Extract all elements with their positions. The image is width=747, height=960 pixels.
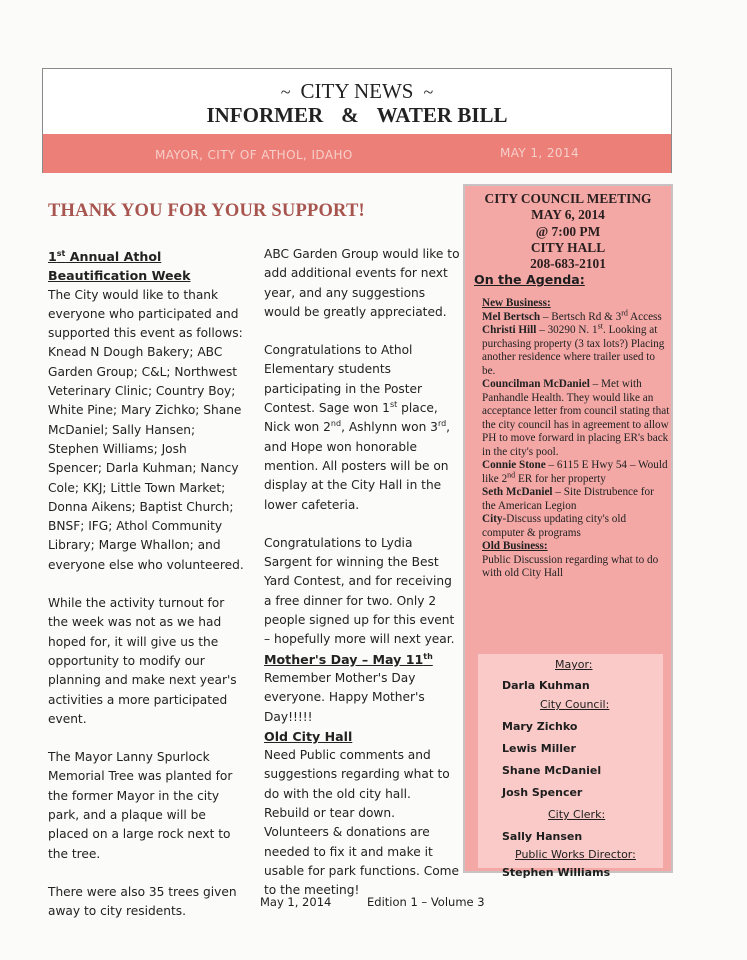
council-label: City Council: (540, 698, 610, 711)
city-news-title: CITY NEWS (300, 79, 414, 103)
new-business-label: New Business: (482, 297, 551, 309)
water-bill-title: WATER BILL (376, 103, 508, 127)
meeting-location: CITY HALL (530, 239, 606, 255)
meeting-phone: 208-683-2101 (530, 256, 606, 272)
poster-text-d: , and Hope won honorable mention. All posters will be on display at the City Hall in the lower cafeteria. (264, 420, 451, 512)
mothers-day-text: Mother's Day – May 11 (264, 651, 424, 667)
item-sup: nd (507, 469, 516, 479)
agenda-item-seth (482, 486, 670, 513)
item-sup: st (597, 321, 603, 331)
item-text: – Met with Panhandle Health. They would like an acceptance letter from council stating that the city council has in agreement to allow PH to move forward in placing ER's back in the city's pool. (482, 378, 670, 458)
meeting-time: @ 7:00 PM (535, 223, 601, 239)
agenda-body (482, 297, 670, 581)
council-member-2: Lewis Miller (502, 742, 576, 755)
item-text: – Bertsch Rd & 3 (540, 310, 622, 323)
thanks-paragraph: The City would like to thank everyone who participated and supported this event as follows: Knead N Dough Bakery; ABC Garden Group; C&L; Northwest Veterinary Clinic; Country Boy; White Pine; Mary Zichko; Shane McDaniel; Sally Hansen; Stephen Williams; Josh Spencer; Darla Kuhman; Nancy Cole; KKJ; Little Town Market; Donna Aikens; Baptist Church; BNSF; IFG; Athol Community Library; Marge Whallon; and everyone else who volunteered. (48, 287, 244, 572)
masthead-line1 (43, 79, 671, 104)
masthead (42, 68, 672, 173)
agenda-label: On the Agenda: (474, 272, 585, 287)
item-text: . Looking at purchasing property (3 tax lots?) Placing another residence where trailer used to be. (482, 324, 665, 377)
meeting-date: MAY 6, 2014 (531, 207, 605, 223)
mothers-day-heading (264, 650, 460, 669)
meeting-title-block (465, 191, 671, 272)
mothers-day-paragraph: Remember Mother's Day everyone. Happy Mother's Day!!!!! (264, 670, 425, 724)
agenda-item-mcdaniel (482, 378, 670, 459)
column-left (48, 247, 244, 922)
poster-sup-2: nd (330, 419, 342, 429)
masthead-date: MAY 1, 2014 (500, 146, 579, 160)
item-name: Mel Bertsch (482, 310, 541, 323)
clerk-label: City Clerk: (548, 808, 606, 821)
trees-given-paragraph: There were also 35 trees given away to city residents. (48, 884, 237, 919)
poster-text-b: place, Nick won 2 (264, 401, 438, 435)
informer-title: INFORMER (206, 103, 324, 127)
masthead-band (43, 134, 671, 173)
masthead-line2 (43, 103, 671, 128)
footer-edition: Edition 1 – Volume 3 (367, 895, 485, 909)
page-headline: THANK YOU FOR YOUR SUPPORT! (48, 201, 365, 221)
agenda-item-stone (482, 459, 670, 486)
item-text: – 6115 E Hwy 54 – Would like 2 (482, 459, 668, 485)
heading-text: Annual Athol Beautification Week (48, 249, 191, 284)
old-business-text: Public Discussion regarding what to do with old City Hall (482, 553, 659, 579)
item-name: Seth McDaniel (482, 486, 553, 498)
city-officials (478, 654, 663, 879)
public-works-name: Stephen Williams (502, 866, 611, 879)
poster-contest-paragraph (264, 341, 460, 515)
old-business-label: Old Business: (482, 540, 548, 552)
tilde-left: ~ (280, 82, 291, 102)
poster-sup-1: st (389, 400, 398, 410)
item-text: ER for her property (515, 472, 606, 485)
tilde-right: ~ (423, 82, 434, 102)
masthead-publisher: MAYOR, CITY OF ATHOL, IDAHO (155, 148, 353, 162)
agenda-item-bertsch (482, 307, 670, 325)
ampersand: & (341, 103, 359, 127)
beautification-heading (48, 247, 244, 286)
council-member-4: Josh Spencer (502, 786, 583, 799)
council-member-1: Mary Zichko (502, 720, 578, 733)
poster-sup-3: rd (437, 419, 447, 429)
footer-date: May 1, 2014 (260, 895, 332, 909)
agenda-item-hill (482, 321, 670, 378)
old-city-hall-heading: Old City Hall (264, 728, 353, 744)
turnout-paragraph: While the activity turnout for the week was not as we had hoped for, it will give us the opportunity to modify our planning and make next year's activities a more participated event. (48, 596, 237, 726)
clerk-name: Sally Hansen (502, 830, 583, 843)
mayor-label: Mayor: (555, 658, 593, 671)
item-text: – Site Distrubence for the American Legion (482, 486, 654, 512)
column-middle (264, 245, 460, 901)
item-sup: rd (621, 307, 628, 317)
poster-text-a: Congratulations to Athol Elementary students participating in the Poster Contest. Sage won 1 (264, 343, 423, 416)
agenda-item-city (482, 513, 670, 540)
best-yard-paragraph: Congratulations to Lydia Sargent for winning the Best Yard Contest, and for receiving a free dinner for two. Only 2 people signed up for this event – hopefully more will next year. (264, 535, 455, 647)
public-works-label: Public Works Director: (515, 848, 636, 861)
item-text: -Discuss updating city's old computer & programs (482, 513, 627, 539)
item-text: – 30290 N. 1 (536, 324, 598, 336)
mayor-name: Darla Kuhman (502, 679, 590, 692)
garden-group-paragraph: ABC Garden Group would like to add additional events for next year, and any suggestions would be greatly appreciated. (264, 247, 460, 319)
item-name: Connie Stone (482, 459, 546, 471)
poster-text-c: , Ashlynn won 3 (341, 420, 438, 435)
memorial-tree-paragraph: The Mayor Lanny Spurlock Memorial Tree was planted for the former Mayor in the city park, and a plaque will be placed on a large rock next to the tree. (48, 750, 233, 861)
meeting-title: CITY COUNCIL MEETING (484, 191, 652, 206)
item-name: City (482, 513, 503, 525)
mothers-day-sup: th (423, 651, 433, 661)
item-text: Access (627, 310, 662, 323)
item-name: Christi Hill (482, 324, 537, 336)
item-name: Councilman McDaniel (482, 378, 590, 390)
council-meeting-sidebar (463, 184, 673, 879)
council-member-3: Shane McDaniel (502, 764, 602, 777)
old-city-hall-paragraph: Need Public comments and suggestions regarding what to do with the old city hall. Rebuild or tear down. Volunteers & donations are needed to fix it and make it usable for park functions. Come to the meeting! (264, 748, 460, 898)
heading-ordinal-suffix: st (56, 248, 66, 258)
heading-ordinal: 1 (48, 249, 57, 264)
